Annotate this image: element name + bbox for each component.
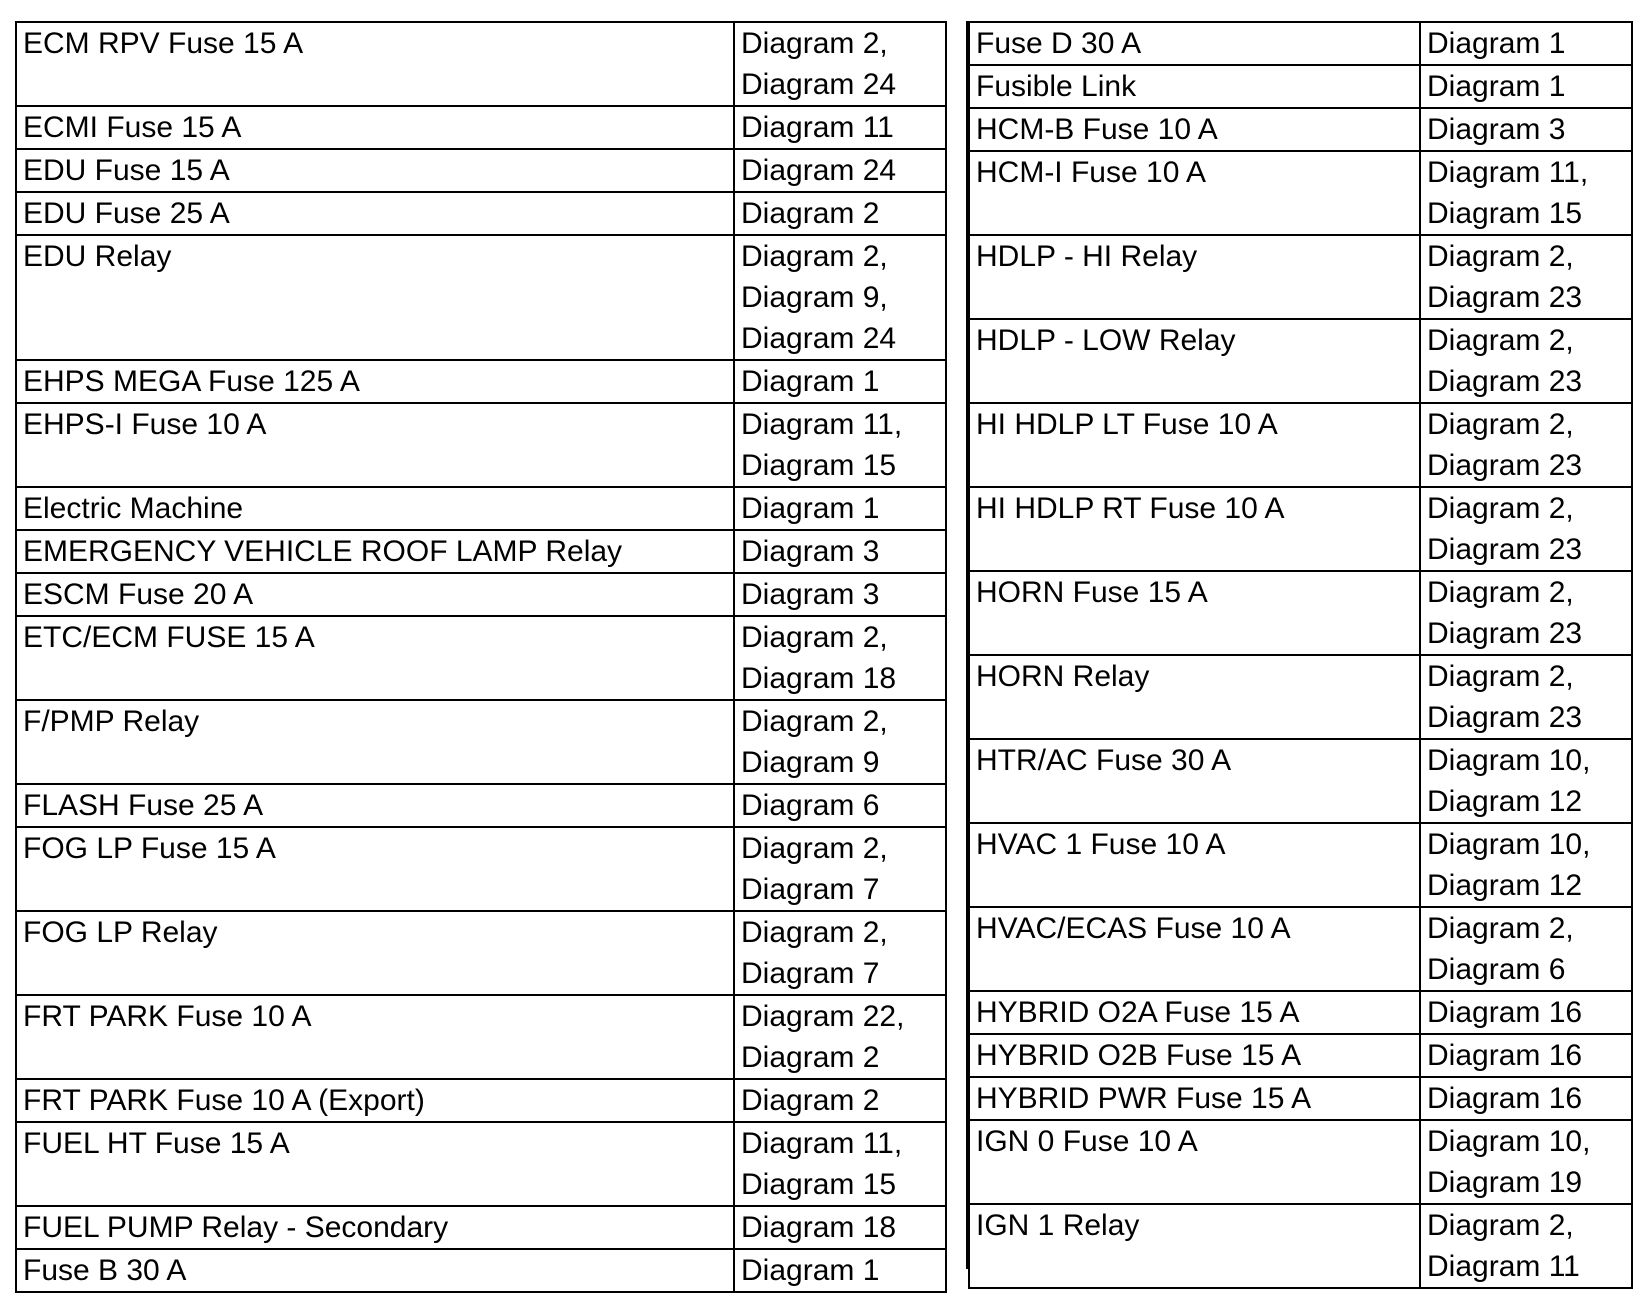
index-row <box>969 487 1632 571</box>
diagram-reference <box>1420 403 1632 487</box>
diagram-ref-line: Diagram 3 <box>741 535 880 568</box>
diagram-reference <box>1420 487 1632 571</box>
index-row <box>16 700 946 784</box>
index-row <box>969 1204 1632 1288</box>
diagram-ref-line: Diagram 6 <box>1427 953 1566 986</box>
diagram-ref-line: Diagram 23 <box>1427 701 1583 734</box>
diagram-ref-line: Diagram 2, <box>741 27 888 60</box>
index-row <box>969 655 1632 739</box>
diagram-reference <box>734 1122 946 1206</box>
component-name: EMERGENCY VEHICLE ROOF LAMP Relay <box>16 530 734 573</box>
diagram-reference <box>734 106 946 149</box>
diagram-ref-line: Diagram 16 <box>1427 996 1583 1029</box>
index-table-right <box>968 21 1633 1289</box>
component-name: ESCM Fuse 20 A <box>16 573 734 616</box>
component-name: FOG LP Fuse 15 A <box>16 827 734 911</box>
diagram-ref-line: Diagram 2, <box>1427 660 1574 693</box>
component-name: HI HDLP RT Fuse 10 A <box>969 487 1420 571</box>
component-name: HVAC/ECAS Fuse 10 A <box>969 907 1420 991</box>
diagram-ref-line: Diagram 16 <box>1427 1082 1583 1115</box>
diagram-ref-line: Diagram 2, <box>741 705 888 738</box>
component-name: EHPS-I Fuse 10 A <box>16 403 734 487</box>
component-name: HCM-B Fuse 10 A <box>969 108 1420 151</box>
component-name: ETC/ECM FUSE 15 A <box>16 616 734 700</box>
index-row <box>16 1122 946 1206</box>
index-row <box>16 616 946 700</box>
index-row <box>969 1120 1632 1204</box>
diagram-reference <box>1420 1120 1632 1204</box>
diagram-ref-line: Diagram 3 <box>1427 113 1566 146</box>
index-row <box>969 65 1632 108</box>
diagram-ref-line: Diagram 6 <box>741 789 880 822</box>
component-name: FOG LP Relay <box>16 911 734 995</box>
diagram-reference <box>1420 151 1632 235</box>
diagram-ref-line: Diagram 15 <box>1427 197 1583 230</box>
component-name: EHPS MEGA Fuse 125 A <box>16 360 734 403</box>
component-name: HYBRID O2B Fuse 15 A <box>969 1034 1420 1077</box>
index-row <box>969 319 1632 403</box>
component-name: Fuse D 30 A <box>969 22 1420 65</box>
diagram-ref-line: Diagram 2, <box>1427 912 1574 945</box>
index-row <box>969 907 1632 991</box>
index-row <box>16 1079 946 1122</box>
component-name: IGN 0 Fuse 10 A <box>969 1120 1420 1204</box>
column-separator <box>945 21 968 1269</box>
diagram-reference <box>734 1206 946 1249</box>
diagram-ref-line: Diagram 22, <box>741 1000 905 1033</box>
index-row <box>969 991 1632 1034</box>
diagram-ref-line: Diagram 10, <box>1427 1125 1591 1158</box>
component-name: EDU Fuse 25 A <box>16 192 734 235</box>
diagram-reference <box>734 573 946 616</box>
component-name: Electric Machine <box>16 487 734 530</box>
index-row <box>16 487 946 530</box>
diagram-ref-line: Diagram 24 <box>741 322 897 355</box>
diagram-ref-line: Diagram 9, <box>741 281 888 314</box>
diagram-ref-line: Diagram 2, <box>1427 576 1574 609</box>
diagram-ref-line: Diagram 11, <box>1427 156 1589 189</box>
diagram-ref-line: Diagram 7 <box>741 873 880 906</box>
component-name: Fuse B 30 A <box>16 1249 734 1292</box>
diagram-ref-line: Diagram 9 <box>741 746 880 779</box>
diagram-ref-line: Diagram 1 <box>1427 70 1566 103</box>
diagram-ref-line: Diagram 10, <box>1427 828 1591 861</box>
index-row <box>16 192 946 235</box>
diagram-ref-line: Diagram 11, <box>741 408 903 441</box>
index-row <box>16 1206 946 1249</box>
index-row <box>16 827 946 911</box>
index-row <box>969 739 1632 823</box>
diagram-reference <box>734 1249 946 1292</box>
component-name: FRT PARK Fuse 10 A (Export) <box>16 1079 734 1122</box>
index-row <box>16 22 946 106</box>
component-name: HORN Fuse 15 A <box>969 571 1420 655</box>
diagram-reference <box>734 22 946 106</box>
diagram-reference <box>1420 65 1632 108</box>
diagram-ref-line: Diagram 2, <box>741 916 888 949</box>
index-row <box>16 573 946 616</box>
diagram-ref-line: Diagram 15 <box>741 449 897 482</box>
diagram-ref-line: Diagram 23 <box>1427 617 1583 650</box>
index-row <box>969 108 1632 151</box>
component-name: EDU Relay <box>16 235 734 360</box>
component-name: HDLP - HI Relay <box>969 235 1420 319</box>
diagram-ref-line: Diagram 2, <box>741 240 888 273</box>
component-name: IGN 1 Relay <box>969 1204 1420 1288</box>
diagram-ref-line: Diagram 2 <box>741 1084 880 1117</box>
index-row <box>969 403 1632 487</box>
diagram-ref-line: Diagram 1 <box>741 492 880 525</box>
component-name: ECM RPV Fuse 15 A <box>16 22 734 106</box>
diagram-ref-line: Diagram 24 <box>741 154 897 187</box>
component-name: ECMI Fuse 15 A <box>16 106 734 149</box>
diagram-reference <box>1420 823 1632 907</box>
index-row <box>16 149 946 192</box>
diagram-ref-line: Diagram 1 <box>741 365 880 398</box>
diagram-ref-line: Diagram 3 <box>741 578 880 611</box>
diagram-reference <box>1420 655 1632 739</box>
index-row <box>16 403 946 487</box>
diagram-ref-line: Diagram 23 <box>1427 449 1583 482</box>
component-name: HVAC 1 Fuse 10 A <box>969 823 1420 907</box>
diagram-reference <box>1420 108 1632 151</box>
index-row <box>969 1034 1632 1077</box>
diagram-ref-line: Diagram 2, <box>741 832 888 865</box>
diagram-ref-line: Diagram 15 <box>741 1168 897 1201</box>
component-name: Fusible Link <box>969 65 1420 108</box>
diagram-reference <box>734 1079 946 1122</box>
diagram-reference <box>734 616 946 700</box>
diagram-ref-line: Diagram 1 <box>741 1254 880 1287</box>
index-row <box>16 106 946 149</box>
diagram-ref-line: Diagram 1 <box>1427 27 1566 60</box>
diagram-reference <box>734 360 946 403</box>
diagram-ref-line: Diagram 23 <box>1427 533 1583 566</box>
diagram-ref-line: Diagram 18 <box>741 1211 897 1244</box>
component-name: FLASH Fuse 25 A <box>16 784 734 827</box>
diagram-ref-line: Diagram 2, <box>1427 240 1574 273</box>
index-row <box>16 530 946 573</box>
diagram-ref-line: Diagram 24 <box>741 68 897 101</box>
diagram-ref-line: Diagram 23 <box>1427 365 1583 398</box>
diagram-ref-line: Diagram 2, <box>741 621 888 654</box>
diagram-ref-line: Diagram 2 <box>741 197 880 230</box>
index-row <box>969 1077 1632 1120</box>
index-row <box>16 784 946 827</box>
index-table-right-body <box>969 22 1632 1288</box>
index-row <box>969 235 1632 319</box>
diagram-reference <box>1420 22 1632 65</box>
index-row <box>16 1249 946 1292</box>
diagram-reference <box>1420 739 1632 823</box>
diagram-reference <box>734 530 946 573</box>
diagram-ref-line: Diagram 19 <box>1427 1166 1583 1199</box>
diagram-reference <box>734 911 946 995</box>
component-name: HYBRID O2A Fuse 15 A <box>969 991 1420 1034</box>
index-row <box>969 823 1632 907</box>
component-name: FUEL PUMP Relay - Secondary <box>16 1206 734 1249</box>
diagram-reference <box>1420 1077 1632 1120</box>
diagram-reference <box>734 487 946 530</box>
index-row <box>969 151 1632 235</box>
component-name: F/PMP Relay <box>16 700 734 784</box>
diagram-reference <box>734 149 946 192</box>
index-row <box>969 571 1632 655</box>
diagram-reference <box>734 784 946 827</box>
diagram-reference <box>1420 1204 1632 1288</box>
index-table-left-body <box>16 22 946 1292</box>
diagram-ref-line: Diagram 2, <box>1427 492 1574 525</box>
component-name: HORN Relay <box>969 655 1420 739</box>
component-name: HI HDLP LT Fuse 10 A <box>969 403 1420 487</box>
diagram-reference <box>734 403 946 487</box>
diagram-reference <box>1420 1034 1632 1077</box>
component-name: FRT PARK Fuse 10 A <box>16 995 734 1079</box>
diagram-ref-line: Diagram 18 <box>741 662 897 695</box>
diagram-ref-line: Diagram 12 <box>1427 869 1583 902</box>
diagram-reference <box>1420 991 1632 1034</box>
index-row <box>969 22 1632 65</box>
index-row <box>16 995 946 1079</box>
diagram-ref-line: Diagram 2 <box>741 1041 880 1074</box>
diagram-ref-line: Diagram 2, <box>1427 324 1574 357</box>
diagram-ref-line: Diagram 11 <box>1427 1250 1580 1283</box>
diagram-ref-line: Diagram 2, <box>1427 1209 1574 1242</box>
diagram-reference <box>734 995 946 1079</box>
diagram-ref-line: Diagram 11 <box>741 111 894 144</box>
component-name: HDLP - LOW Relay <box>969 319 1420 403</box>
diagram-ref-line: Diagram 2, <box>1427 408 1574 441</box>
component-name: EDU Fuse 15 A <box>16 149 734 192</box>
diagram-reference <box>734 235 946 360</box>
diagram-ref-line: Diagram 16 <box>1427 1039 1583 1072</box>
component-name: HYBRID PWR Fuse 15 A <box>969 1077 1420 1120</box>
diagram-ref-line: Diagram 7 <box>741 957 880 990</box>
diagram-reference <box>1420 235 1632 319</box>
diagram-reference <box>1420 907 1632 991</box>
diagram-reference <box>734 192 946 235</box>
diagram-reference <box>734 700 946 784</box>
diagram-ref-line: Diagram 12 <box>1427 785 1583 818</box>
component-name: HTR/AC Fuse 30 A <box>969 739 1420 823</box>
component-name: FUEL HT Fuse 15 A <box>16 1122 734 1206</box>
diagram-reference <box>734 827 946 911</box>
diagram-ref-line: Diagram 10, <box>1427 744 1591 777</box>
index-row <box>16 360 946 403</box>
diagram-reference <box>1420 571 1632 655</box>
index-row <box>16 235 946 360</box>
diagram-ref-line: Diagram 11, <box>741 1127 903 1160</box>
index-table-left <box>15 21 947 1293</box>
component-name: HCM-I Fuse 10 A <box>969 151 1420 235</box>
diagram-ref-line: Diagram 23 <box>1427 281 1583 314</box>
index-row <box>16 911 946 995</box>
diagram-reference <box>1420 319 1632 403</box>
